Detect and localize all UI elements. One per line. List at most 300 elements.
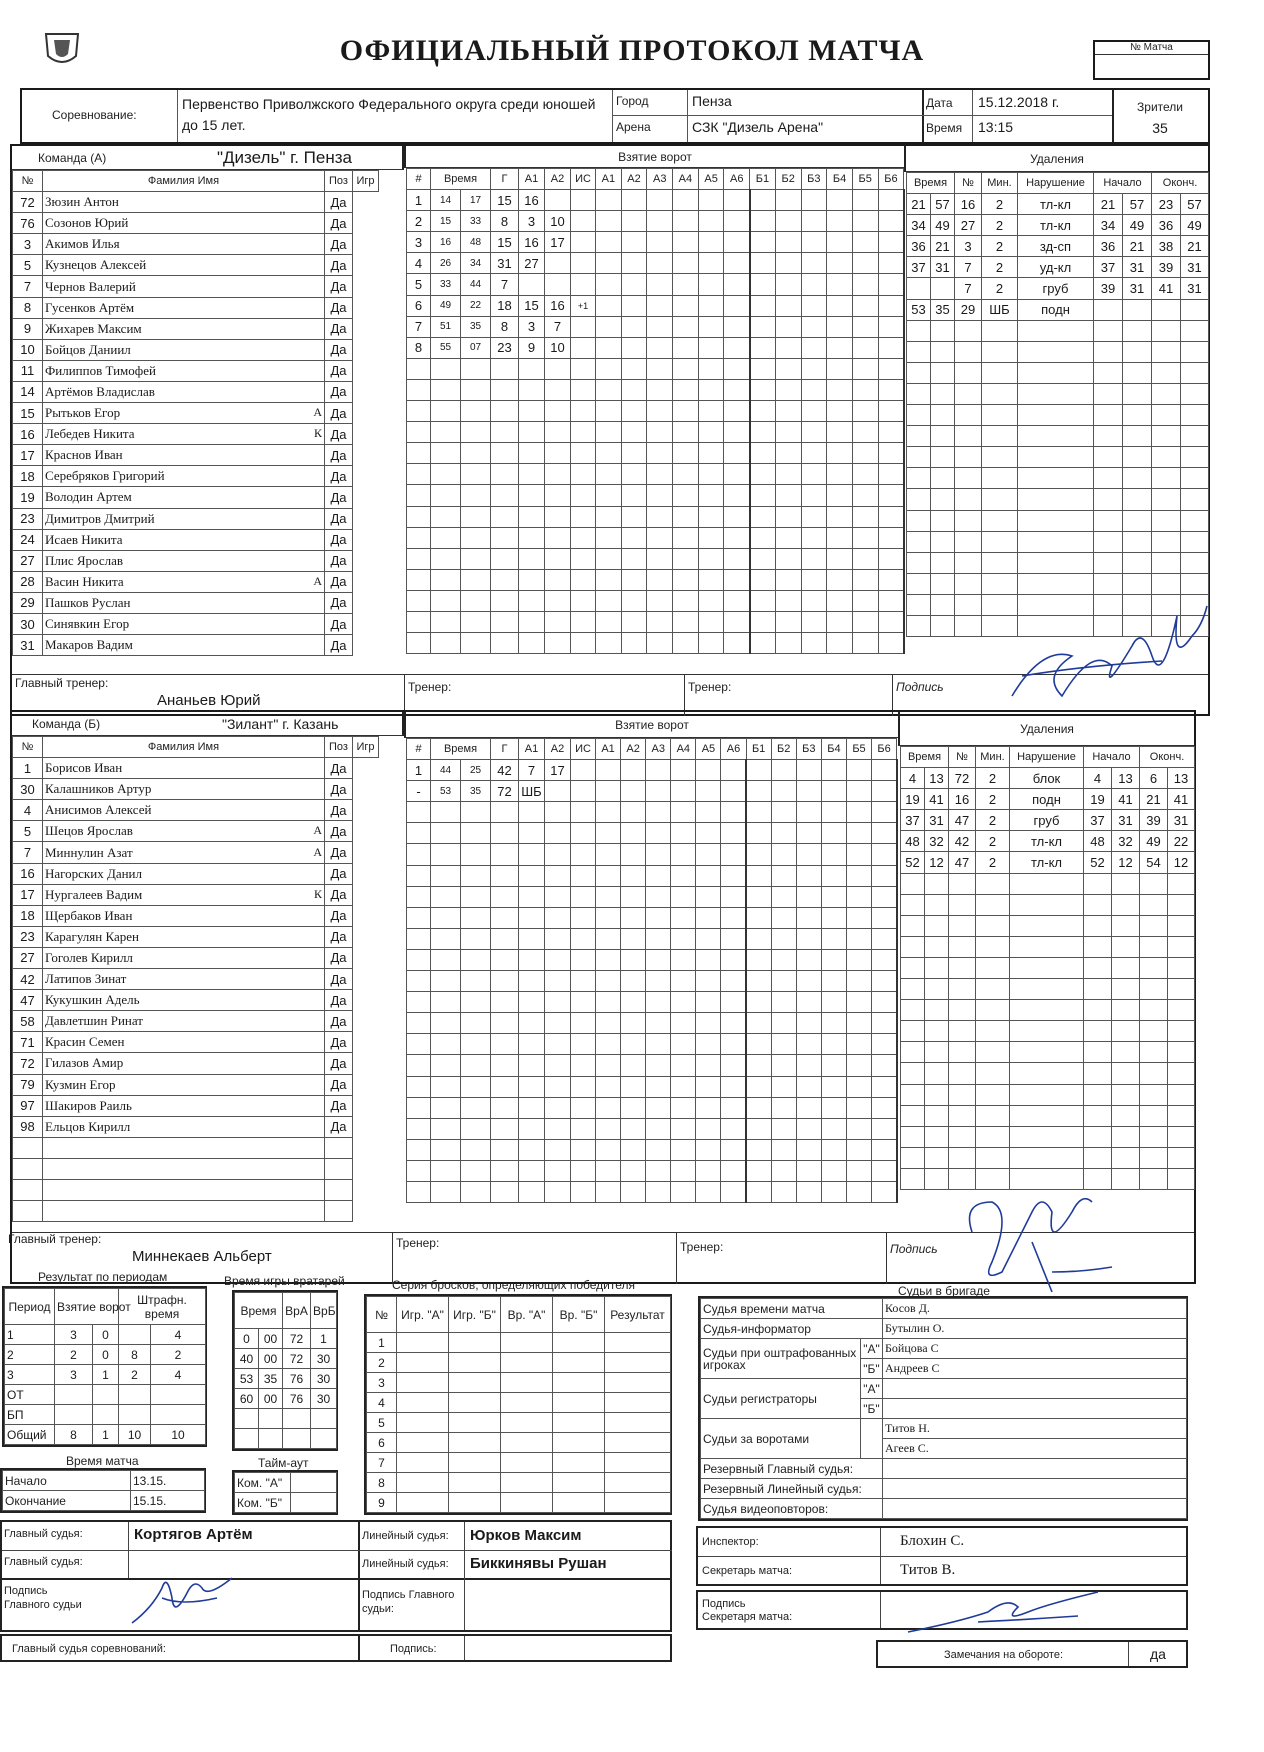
penalty-minutes — [976, 1000, 1010, 1021]
goal-number — [407, 548, 431, 569]
penalty-start-min: 37 — [1094, 257, 1123, 278]
goal-assist-2: 16 — [545, 295, 571, 316]
goal-situation — [571, 844, 596, 865]
inspector: Блохин С. — [900, 1533, 965, 1549]
player-name: Плис Ярослав — [43, 550, 325, 571]
penalty-end-sec — [1181, 510, 1209, 531]
goal-assist-1 — [519, 611, 545, 632]
penalty-minutes — [976, 1105, 1010, 1126]
penalty-minute — [901, 979, 925, 1000]
team-b-penalty-row — [901, 831, 1195, 852]
penalty-end-min — [1140, 957, 1168, 978]
team-a-penalty-row — [907, 257, 1209, 278]
goal-assist-1: 16 — [519, 232, 545, 253]
goal-scorer — [491, 949, 519, 970]
main-referee-2-label: Главный судья: — [4, 1556, 83, 1568]
goal-second — [461, 422, 491, 443]
shootout-row — [367, 1473, 671, 1493]
period-name: БП — [5, 1405, 55, 1425]
penalty-end-min: 39 — [1152, 257, 1181, 278]
secretary-sign-block — [696, 1590, 1188, 1630]
penalty-start-min — [1084, 873, 1112, 894]
team-b-goal-row — [407, 844, 897, 865]
penalty-start-min: 37 — [1084, 810, 1112, 831]
penalty-end-sec — [1181, 405, 1209, 426]
goal-scorer — [491, 1160, 519, 1181]
goal-assist-2 — [545, 1160, 571, 1181]
date-label: Дата — [926, 96, 953, 110]
team-a-player-row — [13, 445, 405, 466]
penalty-start-sec: 21 — [1123, 236, 1152, 257]
penalty-minutes: 2 — [982, 278, 1018, 299]
penalty-minute — [901, 957, 925, 978]
goal-assist-1 — [519, 1118, 545, 1139]
goal-assist-2 — [545, 569, 571, 590]
penalty-start-min — [1094, 383, 1123, 404]
goalie-row — [235, 1329, 337, 1349]
team-a-penalty-row — [907, 552, 1209, 573]
player-number: 47 — [13, 990, 43, 1011]
team-a-goal-row — [407, 274, 904, 295]
penalty-second — [925, 873, 949, 894]
goal-scorer: 7 — [491, 274, 519, 295]
team-b-player-row — [13, 1011, 405, 1032]
penalty-minute — [901, 873, 925, 894]
goal-assist-2 — [545, 485, 571, 506]
secretary-sign-label: Подпись Секретаря матча: — [702, 1598, 793, 1623]
penalty-start-min — [1084, 1105, 1112, 1126]
goal-assist-1 — [519, 485, 545, 506]
goal-assist-2 — [545, 548, 571, 569]
team-a-goal-row — [407, 401, 904, 422]
goal-minute: 49 — [431, 295, 461, 316]
goal-situation — [571, 401, 596, 422]
goal-situation — [571, 865, 596, 886]
player-number — [13, 1201, 43, 1222]
player-name: Гилазов Амир — [43, 1053, 325, 1074]
penalty-player — [949, 1063, 976, 1084]
penalty-minutes — [976, 915, 1010, 936]
penalty-player — [955, 320, 982, 341]
team-a-player-row — [13, 234, 405, 255]
team-a-player-row — [13, 635, 405, 656]
goal-second — [461, 844, 491, 865]
period-row — [5, 1385, 206, 1405]
penalty-player — [949, 1126, 976, 1147]
goals-b: 1 — [93, 1425, 119, 1445]
penalty-minutes — [976, 979, 1010, 1000]
player-name — [43, 1201, 325, 1222]
penalty-minutes: 2 — [982, 194, 1018, 215]
penalty-start-min — [1094, 299, 1123, 320]
team-a-player-row — [13, 339, 405, 360]
goal-number — [407, 949, 431, 970]
penalty-second — [931, 405, 955, 426]
player-played — [325, 1201, 353, 1222]
goal-number: 2 — [407, 211, 431, 232]
city-value: Пенза — [692, 93, 732, 109]
goal-scorer: 72 — [491, 781, 519, 802]
team-a-trainer-2-label: Тренер: — [688, 680, 732, 694]
goal-second: 33 — [461, 211, 491, 232]
penalty-minute — [907, 573, 931, 594]
penalty-violation: подн — [1010, 789, 1084, 810]
goal-minute: 51 — [431, 316, 461, 337]
period-row — [5, 1425, 206, 1445]
goal-minute — [431, 1097, 461, 1118]
penalty-start-sec — [1112, 1042, 1140, 1063]
goal-second: 44 — [461, 274, 491, 295]
player-played: Да — [325, 508, 353, 529]
goal-assist-1 — [519, 633, 545, 654]
goal-assist-1 — [519, 971, 545, 992]
goal-minute — [431, 928, 461, 949]
team-b-penalty-row — [901, 1021, 1195, 1042]
penalty-end-sec — [1168, 1000, 1195, 1021]
goal-minute — [431, 886, 461, 907]
player-played: Да — [325, 213, 353, 234]
penalty-end-sec — [1168, 1147, 1195, 1168]
penalty-minutes — [976, 1042, 1010, 1063]
goal-minute — [431, 401, 461, 422]
penalty-second: 41 — [925, 789, 949, 810]
penalty-start-sec: 41 — [1112, 789, 1140, 810]
team-a-penalty-row — [907, 531, 1209, 552]
team-a-player-row — [13, 424, 405, 445]
penalty-second — [931, 489, 955, 510]
penalty-start-min: 52 — [1084, 852, 1112, 873]
team-b-signature — [952, 1172, 1122, 1302]
penalty-start-min — [1094, 552, 1123, 573]
penalty-minutes: 2 — [976, 768, 1010, 789]
player-played: Да — [325, 863, 353, 884]
goal-assist-1 — [519, 443, 545, 464]
goal-situation — [571, 506, 596, 527]
team-b-penalty-row — [901, 936, 1195, 957]
player-number: 23 — [13, 926, 43, 947]
penalty-end-sec: 12 — [1168, 852, 1195, 873]
penalty-player: 27 — [955, 215, 982, 236]
penalty-start-sec — [1112, 1126, 1140, 1147]
team-a-penalty-row — [907, 405, 1209, 426]
penalty-end-min: 36 — [1152, 215, 1181, 236]
penalty-start-sec — [1123, 510, 1152, 531]
team-b-goal-row — [407, 1139, 897, 1160]
penalty-minutes — [982, 320, 1018, 341]
penalty-start-sec: 32 — [1112, 831, 1140, 852]
penalty-second — [925, 1168, 949, 1189]
team-b-goal-row — [407, 865, 897, 886]
goal-second — [461, 569, 491, 590]
goal-assist-2 — [545, 1139, 571, 1160]
player-name: Нургалеев Вадим К — [43, 884, 325, 905]
goal-second — [461, 633, 491, 654]
goal-number: 1 — [407, 760, 431, 781]
penalty-minutes: 2 — [982, 215, 1018, 236]
penalty-minute: 21 — [907, 194, 931, 215]
goal-assist-2: 10 — [545, 337, 571, 358]
team-a-player-row — [13, 403, 405, 424]
goal-situation — [571, 611, 596, 632]
penalty-end-min — [1152, 426, 1181, 447]
penalty-end-sec: 49 — [1181, 215, 1209, 236]
penalty-minute: 36 — [907, 236, 931, 257]
team-b-goal-row — [407, 1076, 897, 1097]
penalty-start-min — [1084, 979, 1112, 1000]
goal-number: 3 — [407, 232, 431, 253]
player-name: Акимов Илья — [43, 234, 325, 255]
goal-minute — [431, 611, 461, 632]
team-a-penalty-row — [907, 320, 1209, 341]
penalty-end-sec — [1181, 341, 1209, 362]
team-b-trainer-1-label: Тренер: — [396, 1236, 440, 1250]
shootout-number: 3 — [367, 1373, 397, 1393]
goalie-row — [235, 1349, 337, 1369]
player-played: Да — [325, 884, 353, 905]
goalie-row — [235, 1369, 337, 1389]
pen-a: 8 — [119, 1345, 151, 1365]
penalty-start-sec — [1123, 320, 1152, 341]
penalty-minute: 53 — [907, 299, 931, 320]
player-name: Щербаков Иван — [43, 905, 325, 926]
goal-assist-2 — [545, 844, 571, 865]
captain-mark: К — [313, 426, 322, 441]
penalty-end-min: 6 — [1140, 768, 1168, 789]
goals-a — [55, 1385, 93, 1405]
goal-minute — [431, 907, 461, 928]
team-a-goal-row — [407, 590, 904, 611]
penalty-start-sec — [1112, 1000, 1140, 1021]
player-name: Гоголев Кирилл — [43, 947, 325, 968]
player-number: 16 — [13, 424, 43, 445]
captain-mark: А — [313, 573, 322, 588]
penalty-minute — [907, 552, 931, 573]
penalty-end-sec — [1168, 1168, 1195, 1189]
goal-minute — [431, 485, 461, 506]
goal-scorer: 15 — [491, 190, 519, 211]
penalty-end-min — [1140, 979, 1168, 1000]
sign-main-label: Подпись Главного судьи — [4, 1585, 82, 1611]
player-name: Гусенков Артём — [43, 297, 325, 318]
penalty-start-sec — [1123, 489, 1152, 510]
goal-minute: 15 — [431, 211, 461, 232]
goal-assist-2 — [545, 886, 571, 907]
periods-title: Результат по периодам — [38, 1270, 168, 1284]
penalty-start-sec — [1112, 1063, 1140, 1084]
goal-scorer — [491, 506, 519, 527]
penalty-minutes — [976, 894, 1010, 915]
pen-a — [119, 1325, 151, 1345]
goal-minute: 55 — [431, 337, 461, 358]
team-b-player-row — [13, 1095, 405, 1116]
goal-situation: +1 — [571, 295, 596, 316]
goal-scorer — [491, 548, 519, 569]
penalty-minute — [907, 615, 931, 636]
goal-assist-2 — [545, 506, 571, 527]
goal-situation — [571, 527, 596, 548]
shootout-row — [367, 1393, 671, 1413]
goal-second: 07 — [461, 337, 491, 358]
player-name: Латипов Зинат — [43, 969, 325, 990]
goal-scorer — [491, 844, 519, 865]
penalty-second — [925, 1000, 949, 1021]
goalie-second: 00 — [259, 1349, 283, 1369]
goal-scorer — [491, 886, 519, 907]
penalty-player — [949, 915, 976, 936]
goal-assist-2 — [545, 379, 571, 400]
penalty-end-sec: 57 — [1181, 194, 1209, 215]
team-a-player-row — [13, 276, 405, 297]
penalty-second: 31 — [925, 810, 949, 831]
penalty-minute — [901, 936, 925, 957]
penalty-minutes: 2 — [976, 789, 1010, 810]
team-b-player-row — [13, 926, 405, 947]
player-name: Борисов Иван — [43, 758, 325, 779]
player-number: 18 — [13, 466, 43, 487]
pen-b: 4 — [151, 1325, 206, 1345]
penalty-minutes — [976, 873, 1010, 894]
goal-assist-1 — [519, 949, 545, 970]
linesman-2-label: Линейный судья: — [362, 1558, 449, 1570]
goal-second — [461, 1034, 491, 1055]
goal-scorer: 31 — [491, 253, 519, 274]
team-b-player-row — [13, 758, 405, 779]
penalty-violation — [1010, 894, 1084, 915]
penalty-start-min — [1084, 936, 1112, 957]
player-name: Калашников Артур — [43, 779, 325, 800]
player-number: 16 — [13, 863, 43, 884]
goal-minute — [431, 971, 461, 992]
penalty-start-min: 19 — [1084, 789, 1112, 810]
goal-minute — [431, 1181, 461, 1202]
penalty-minute — [907, 383, 931, 404]
goal-second — [461, 485, 491, 506]
goalie-minute — [235, 1429, 259, 1449]
player-played: Да — [325, 969, 353, 990]
penalty-player — [949, 979, 976, 1000]
penalty-violation — [1010, 915, 1084, 936]
penalty-start-min — [1084, 894, 1112, 915]
team-b-player-row — [13, 821, 405, 842]
goal-scorer — [491, 611, 519, 632]
penalty-second — [931, 552, 955, 573]
penalty-start-min — [1094, 362, 1123, 383]
goal-situation — [571, 1034, 596, 1055]
goal-assist-2 — [545, 190, 571, 211]
goal-second — [461, 907, 491, 928]
team-a-goal-row — [407, 569, 904, 590]
main-referee: Кортягов Артём — [134, 1526, 253, 1543]
goal-scorer — [491, 928, 519, 949]
team-b-penalties-table — [900, 746, 1195, 1190]
captain-mark: А — [313, 844, 322, 859]
team-b-penalty-row — [901, 1063, 1195, 1084]
penalty-start-min — [1084, 1063, 1112, 1084]
penalty-second — [931, 510, 955, 531]
penalty-violation: зд-сп — [1018, 236, 1094, 257]
penalty-header: Время № Мин. Нарушение Начало Оконч. — [907, 173, 1209, 194]
team-a-goal-row — [407, 253, 904, 274]
secretary: Титов В. — [900, 1562, 956, 1578]
penalty-end-min: 39 — [1140, 810, 1168, 831]
penalty-end-sec — [1181, 447, 1209, 468]
penalty-minutes — [976, 1063, 1010, 1084]
goal-scorer — [491, 1013, 519, 1034]
team-a-goal-row — [407, 422, 904, 443]
penalty-end-sec — [1168, 1126, 1195, 1147]
goal-assist-1: 7 — [519, 760, 545, 781]
goal-scorer — [491, 1181, 519, 1202]
goal-assist-1 — [519, 865, 545, 886]
goal-scorer — [491, 907, 519, 928]
shootout-title: Серия бросков, определяющих победителя — [392, 1278, 635, 1292]
player-number — [13, 1179, 43, 1200]
goal-situation — [571, 907, 596, 928]
player-number: 17 — [13, 884, 43, 905]
player-number: 17 — [13, 445, 43, 466]
player-number: 28 — [13, 571, 43, 592]
timeout-title: Тайм-аут — [258, 1456, 309, 1470]
penalty-violation: груб — [1018, 278, 1094, 299]
officials-title: Судьи в бригаде — [898, 1284, 990, 1298]
goal-scorer: 18 — [491, 295, 519, 316]
player-name: Рытьков Егор А — [43, 403, 325, 424]
goal-scorer — [491, 633, 519, 654]
penalty-end-sec: 31 — [1181, 257, 1209, 278]
goalie-b — [311, 1409, 337, 1429]
team-a-penalty-row — [907, 299, 1209, 320]
goal-scorer: 42 — [491, 760, 519, 781]
competition-referee-block — [0, 1634, 672, 1662]
secretary-label: Секретарь матча: — [702, 1565, 793, 1577]
goal-assist-1 — [519, 1139, 545, 1160]
penalty-violation — [1018, 489, 1094, 510]
goal-minute — [431, 569, 461, 590]
team-a-player-row — [13, 192, 405, 213]
period-name: 3 — [5, 1365, 55, 1385]
goal-assist-2 — [545, 443, 571, 464]
penalty-minutes: ШБ — [982, 299, 1018, 320]
goal-assist-2 — [545, 1097, 571, 1118]
penalty-end-sec: 41 — [1168, 789, 1195, 810]
goalie-b — [311, 1429, 337, 1449]
goal-assist-1 — [519, 274, 545, 295]
goal-number — [407, 590, 431, 611]
team-a-goal-row — [407, 190, 904, 211]
penalty-start-min — [1094, 531, 1123, 552]
goal-situation — [571, 949, 596, 970]
goal-number — [407, 1055, 431, 1076]
goal-number — [407, 358, 431, 379]
penalty-second — [925, 1126, 949, 1147]
team-a-goal-row — [407, 527, 904, 548]
player-number: 19 — [13, 487, 43, 508]
penalty-player — [955, 510, 982, 531]
penalty-start-min — [1084, 1126, 1112, 1147]
penalty-start-sec — [1123, 362, 1152, 383]
team-a-goal-row — [407, 295, 904, 316]
penalty-second — [931, 426, 955, 447]
player-number: 24 — [13, 529, 43, 550]
pen-a: 2 — [119, 1365, 151, 1385]
penalty-end-min — [1152, 320, 1181, 341]
goal-situation — [571, 1055, 596, 1076]
team-a-penalty-row — [907, 362, 1209, 383]
goalie-a — [283, 1429, 311, 1449]
player-played: Да — [325, 990, 353, 1011]
player-played: Да — [325, 758, 353, 779]
goal-scorer — [491, 1076, 519, 1097]
